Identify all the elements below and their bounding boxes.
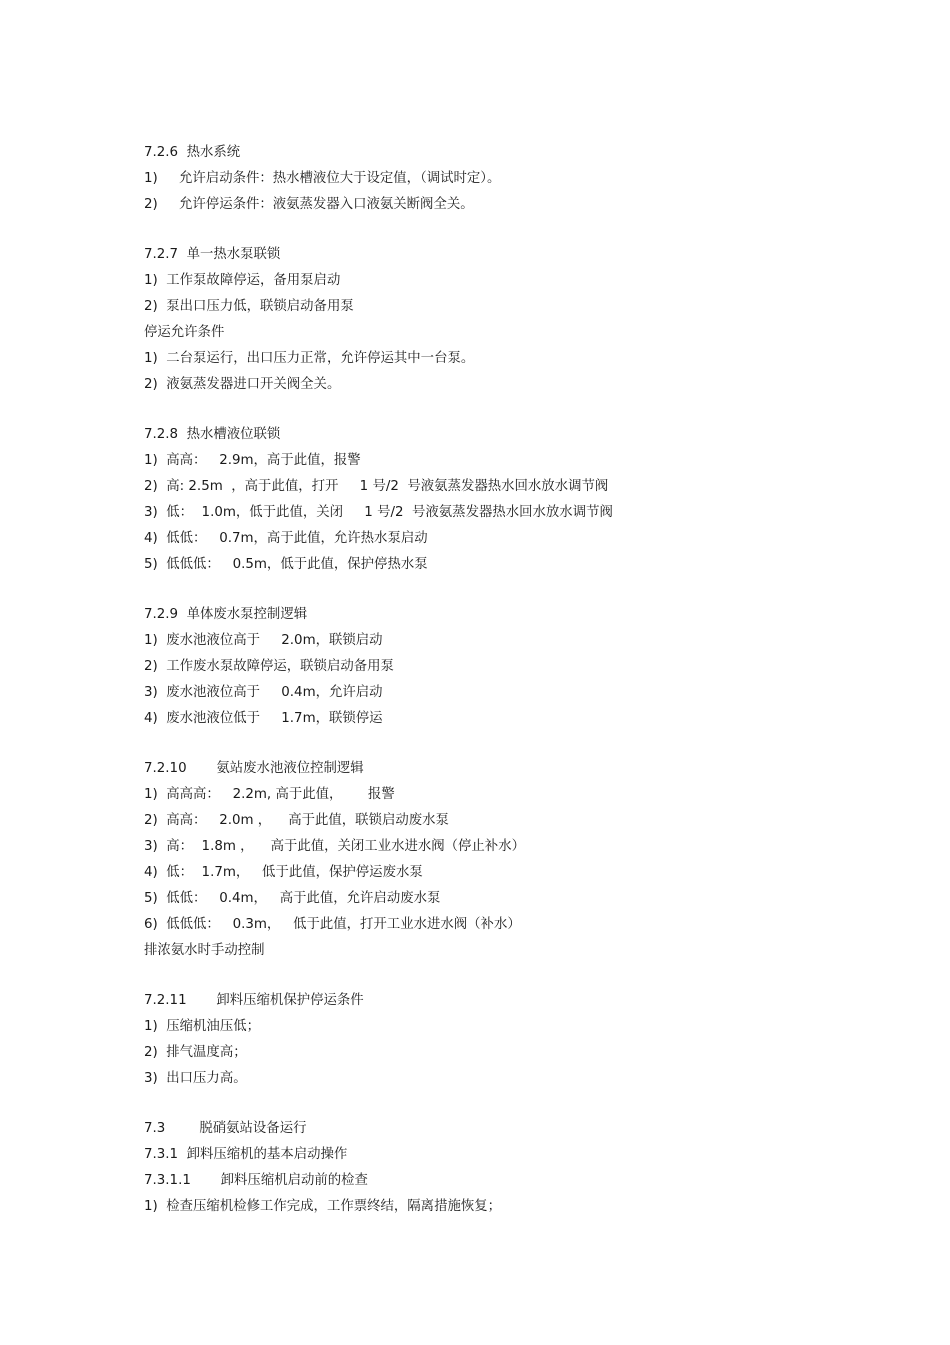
list-item: 6) 低低低： 0.3m， 低于此值，打开工业水进水阀（补水）: [144, 917, 521, 932]
list-item: 4) 低： 1.7m， 低于此值，保护停运废水泵: [144, 865, 423, 880]
list-item: 3) 低： 1.0m，低于此值，关闭 1 号/2 号液氨蒸发器热水回水放水调节阀: [144, 505, 613, 520]
list-item: 2) 允许停运条件：液氨蒸发器入口液氨关断阀全关。: [144, 197, 474, 212]
list-item: 1) 工作泵故障停运，备用泵启动: [144, 273, 341, 288]
list-item: 2) 液氨蒸发器进口开关阀全关。: [144, 377, 341, 392]
list-item: 1) 允许启动条件：热水槽液位大于设定值，（调试时定）。: [144, 171, 501, 186]
list-item: 1) 检查压缩机检修工作完成，工作票终结，隔离措施恢复；: [144, 1199, 502, 1214]
list-item: 2) 工作废水泵故障停运，联锁启动备用泵: [144, 659, 394, 674]
section-heading-7-2-6: 7.2.6 热水系统: [144, 145, 241, 160]
list-item: 4) 废水池液位低于 1.7m，联锁停运: [144, 711, 383, 726]
section-heading-7-2-8: 7.2.8 热水槽液位联锁: [144, 427, 281, 442]
list-item: 1) 二台泵运行，出口压力正常，允许停运其中一台泵。: [144, 351, 475, 366]
list-item: 1) 压缩机油压低；: [144, 1019, 260, 1034]
section-heading-7-2-9: 7.2.9 单体废水泵控制逻辑: [144, 607, 308, 622]
list-item: 1) 废水池液位高于 2.0m，联锁启动: [144, 633, 383, 648]
list-item: 2) 高高： 2.0m ， 高于此值，联锁启动废水泵: [144, 813, 449, 828]
list-item: 1) 高高高： 2.2m, 高于此值， 报警: [144, 787, 395, 802]
list-item: 2) 排气温度高；: [144, 1045, 247, 1060]
list-item: 3) 出口压力高。: [144, 1071, 247, 1086]
list-item: 1) 高高： 2.9m，高于此值，报警: [144, 453, 361, 468]
section-heading-7-2-7: 7.2.7 单一热水泵联锁: [144, 247, 281, 262]
section-heading-7-2-11: 7.2.11 卸料压缩机保护停运条件: [144, 993, 364, 1008]
list-item: 2) 泵出口压力低，联锁启动备用泵: [144, 299, 354, 314]
section-heading-7-2-10: 7.2.10 氨站废水池液位控制逻辑: [144, 761, 364, 776]
subheading: 停运允许条件: [144, 325, 225, 340]
list-item: 4) 低低： 0.7m，高于此值，允许热水泵启动: [144, 531, 428, 546]
list-item: 3) 废水池液位高于 0.4m，允许启动: [144, 685, 383, 700]
note-line: 排浓氨水时手动控制: [144, 943, 265, 958]
list-item: 5) 低低低： 0.5m，低于此值，保护停热水泵: [144, 557, 428, 572]
list-item: 2) 高: 2.5m ，高于此值，打开 1 号/2 号液氨蒸发器热水回水放水调节阀: [144, 479, 609, 494]
section-heading-7-3: 7.3 脱硝氨站设备运行: [144, 1121, 307, 1136]
list-item: 5) 低低： 0.4m， 高于此值，允许启动废水泵: [144, 891, 441, 906]
list-item: 3) 高： 1.8m ， 高于此值，关闭工业水进水阀（停止补水）: [144, 839, 525, 854]
section-heading-7-3-1: 7.3.1 卸料压缩机的基本启动操作: [144, 1147, 348, 1162]
section-heading-7-3-1-1: 7.3.1.1 卸料压缩机启动前的检查: [144, 1173, 368, 1188]
